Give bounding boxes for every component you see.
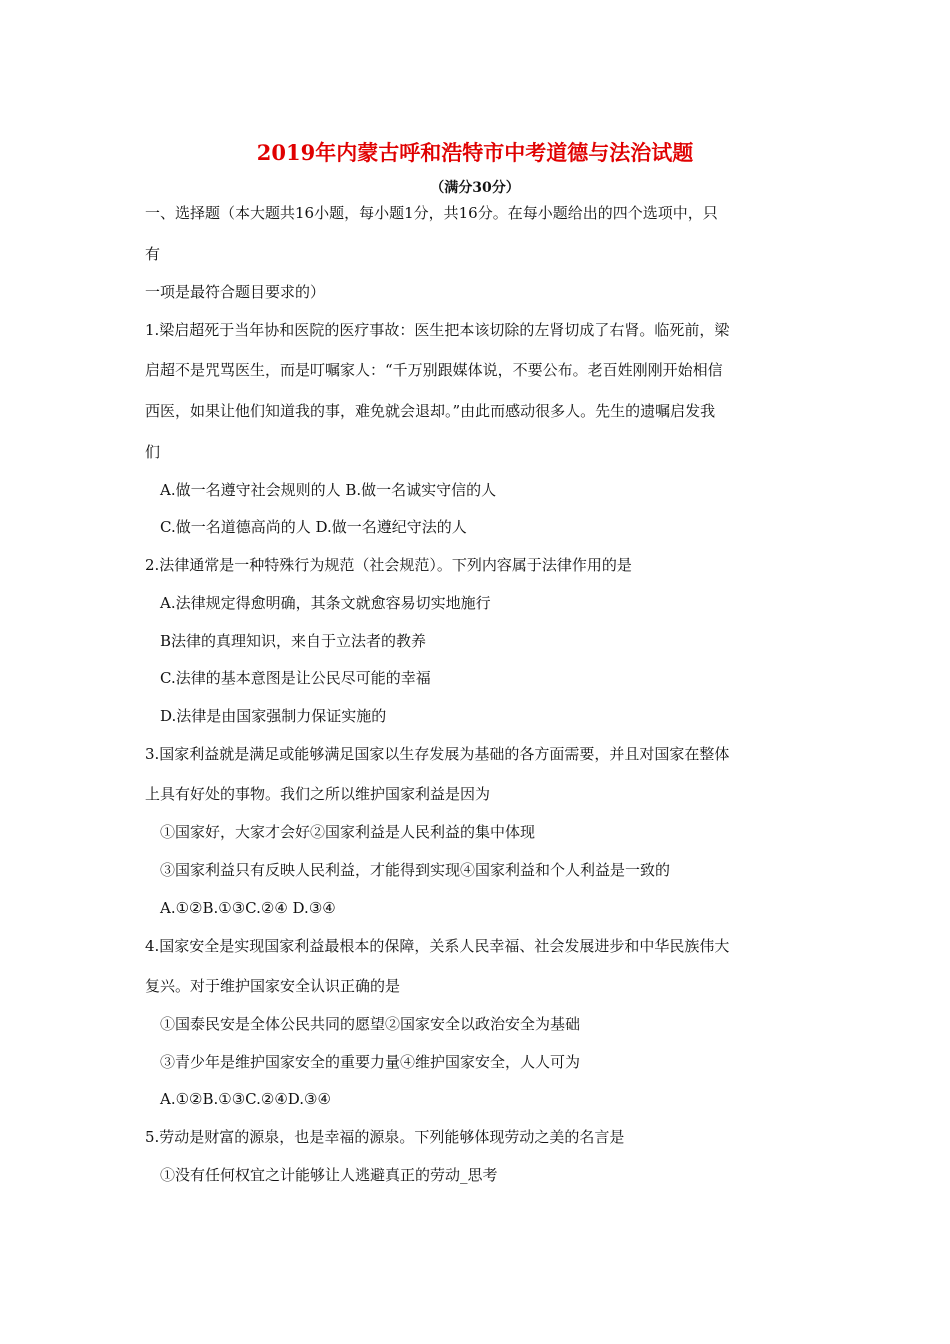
question-3-statement: ③国家利益只有反映人民利益，才能得到实现④国家利益和个人利益是一致的	[160, 861, 671, 879]
question-1: 1.梁启超死于当年协和医院的医疗事故：医生把本该切除的左肾切成了右肾。临死前，梁	[145, 321, 730, 339]
question-1-text: 们	[145, 443, 161, 461]
question-3: 3.国家利益就是满足或能够满足国家以生存发展为基础的各方面需要，并且对国家在整体	[145, 745, 730, 763]
page-title: 2019年内蒙古呼和浩特市中考道德与法治试题	[256, 140, 694, 165]
question-2-option: C.法律的基本意图是让公民尽可能的幸福	[160, 669, 431, 687]
question-4: 4.国家安全是实现国家利益最根本的保障，关系人民幸福、社会发展进步和中华民族伟大	[145, 937, 730, 955]
question-4-statement: ①国泰民安是全体公民共同的愿望②国家安全以政治安全为基础	[160, 1015, 581, 1033]
question-1-options: A.做一名遵守社会规则的人 B.做一名诚实守信的人	[160, 481, 497, 499]
question-4-options: A.①②B.①③C.②④D.③④	[160, 1090, 331, 1108]
question-5: 5.劳动是财富的源泉，也是幸福的源泉。下列能够体现劳动之美的名言是	[145, 1128, 625, 1146]
question-3-statement: ①国家好，大家才会好②国家利益是人民利益的集中体现	[160, 823, 536, 841]
question-3-text: 上具有好处的事物。我们之所以维护国家利益是因为	[145, 785, 491, 803]
question-4-statement: ③青少年是维护国家安全的重要力量④维护国家安全，人人可为	[160, 1053, 581, 1071]
question-4-text: 复兴。对于维护国家安全认识正确的是	[145, 977, 401, 995]
question-2-option: B法律的真理知识，来自于立法者的教养	[160, 632, 427, 650]
section-heading-cont: 一项是最符合题目要求的）	[145, 283, 326, 301]
question-1-text: 西医，如果让他们知道我的事，难免就会退却。”由此而感动很多人。先生的遗嘱启发我	[145, 402, 716, 420]
question-1-text: 启超不是咒骂医生，而是叮嘱家人：“千万别跟媒体说，不要公布。老百姓刚刚开始相信	[145, 361, 723, 379]
page-subtitle: （满分30分）	[430, 180, 520, 196]
section-heading-cont: 有	[145, 245, 161, 263]
section-heading: 一、选择题（本大题共16小题，每小题1分，共16分。在每小题给出的四个选项中，只	[145, 204, 718, 222]
question-2-option: A.法律规定得愈明确，其条文就愈容易切实地施行	[160, 594, 491, 612]
question-2: 2.法律通常是一种特殊行为规范（社会规范）。下列内容属于法律作用的是	[145, 556, 632, 574]
question-1-options: C.做一名道德高尚的人 D.做一名遵纪守法的人	[160, 518, 467, 536]
question-3-options: A.①②B.①③C.②④ D.③④	[160, 899, 336, 917]
question-5-statement: ①没有任何权宜之计能够让人逃避真正的劳动_思考	[160, 1166, 498, 1184]
question-2-option: D.法律是由国家强制力保证实施的	[160, 707, 387, 725]
